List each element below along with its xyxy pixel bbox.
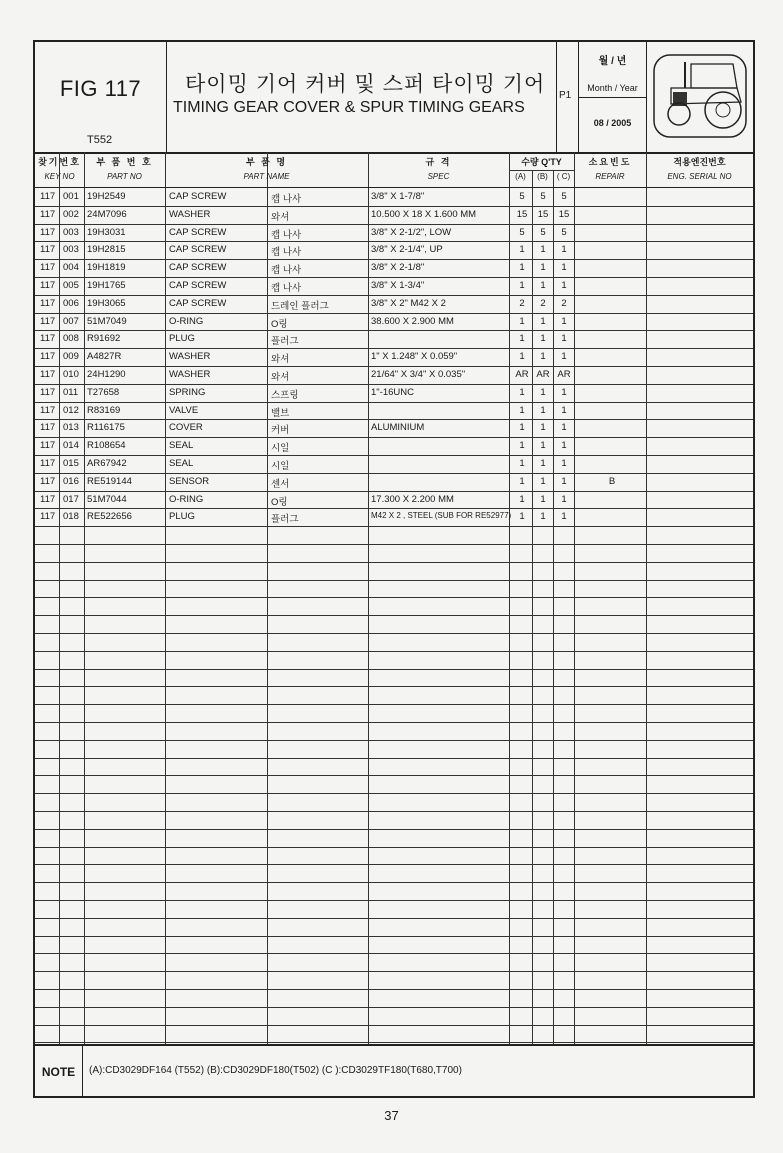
qty-a: 5: [519, 226, 525, 238]
part-name: O-RING: [169, 493, 204, 505]
part-number: RE522656: [87, 511, 132, 523]
qty-a: 2: [519, 297, 525, 309]
row-line: [35, 847, 753, 848]
fig-number: 117: [40, 315, 56, 327]
header-part-ko: 부 품 번 호: [96, 157, 153, 167]
part-number: 19H3065: [87, 297, 126, 309]
header-qty-a: (A): [515, 172, 526, 181]
part-number: RE519144: [87, 475, 132, 487]
key-number: 013: [63, 422, 79, 434]
qty-b: 1: [540, 475, 546, 487]
fig-number: 117: [40, 369, 56, 380]
qty-a: 1: [519, 440, 525, 452]
qty-c: 1: [561, 333, 567, 345]
key-number: 009: [63, 351, 79, 363]
key-number: 004: [63, 262, 79, 274]
qty-c: 5: [561, 191, 567, 202]
row-line: [35, 562, 753, 563]
part-name-korean: 캡 나사: [271, 194, 302, 205]
table-row: [35, 313, 753, 331]
qty-a: 1: [519, 262, 525, 274]
parts-sheet: [33, 40, 755, 1098]
header-part-en: PART NO: [107, 172, 142, 181]
row-line: [35, 882, 753, 883]
qty-a: 1: [519, 511, 525, 523]
key-number: 008: [63, 333, 79, 345]
part-name-korean: 와셔: [271, 372, 290, 383]
part-number: R83169: [87, 404, 121, 416]
part-name-korean: O링: [271, 496, 288, 508]
table-row: [35, 224, 753, 242]
part-name: WASHER: [169, 351, 211, 363]
qty-c: 1: [561, 493, 567, 505]
part-number: 51M7049: [87, 315, 127, 327]
qty-b: AR: [536, 369, 550, 380]
row-line: [35, 1007, 753, 1008]
part-name-korean: 캡 나사: [271, 265, 302, 277]
spec: 3/8" X 1-3/4": [371, 280, 425, 291]
header-eng-en: ENG. SERIAL NO: [667, 172, 732, 181]
row-line: [35, 580, 753, 581]
key-number: 018: [63, 511, 79, 523]
qty-a: 1: [519, 404, 525, 416]
part-name: SPRING: [169, 386, 206, 398]
row-line: [35, 740, 753, 741]
part-name-korean: 캡 나사: [271, 283, 302, 294]
row-line: [35, 669, 753, 670]
figure-cell: [35, 42, 167, 152]
header-key-ko: 찾기번호: [38, 157, 81, 167]
qty-c: 1: [561, 351, 567, 363]
part-name-korean: 플러그: [271, 514, 299, 526]
fig-number: 117: [40, 386, 56, 398]
qty-c: 5: [561, 226, 567, 238]
table-row: [35, 241, 753, 259]
part-name-korean: 플러그: [271, 336, 299, 348]
table-row: [35, 259, 753, 277]
qty-b: 5: [540, 191, 546, 202]
part-name: SENSOR: [169, 475, 210, 487]
table-row: [35, 437, 753, 455]
spec: 3/8" X 2-1/8": [371, 262, 425, 274]
qty-a: 1: [519, 475, 525, 487]
row-line: [35, 633, 753, 634]
row-line: [35, 864, 753, 865]
title-cell: [167, 42, 557, 152]
row-line: [35, 597, 753, 598]
part-name: WASHER: [169, 369, 211, 380]
part-number: 24H1290: [87, 369, 126, 380]
row-line: [35, 918, 753, 919]
qty-a: 15: [516, 208, 528, 220]
title-english: TIMING GEAR COVER & SPUR TIMING GEARS: [173, 99, 525, 116]
qty-b: 1: [540, 244, 546, 256]
qty-b: 5: [540, 226, 546, 238]
date-divider: [579, 97, 646, 98]
row-line: [35, 953, 753, 954]
spec: 21/64" X 3/4" X 0.035": [371, 369, 466, 380]
qty-b: 15: [537, 208, 549, 220]
qty-a: 1: [519, 280, 525, 291]
fig-number: 117: [40, 458, 56, 469]
fig-number: 117: [40, 208, 56, 220]
fig-number: 117: [40, 280, 56, 291]
qty-subheader-line: [509, 170, 574, 171]
table-row: [35, 366, 753, 384]
row-line: [35, 615, 753, 616]
qty-a: 1: [519, 244, 525, 256]
part-name: CAP SCREW: [169, 280, 227, 291]
qty-b: 1: [540, 333, 546, 345]
part-name: CAP SCREW: [169, 297, 227, 309]
row-line: [35, 722, 753, 723]
fig-number: 117: [40, 511, 56, 523]
row-line: [35, 775, 753, 776]
tractor-icon: [651, 52, 749, 140]
header-key-en: KEY NO: [44, 172, 75, 181]
header-repair-ko: 소요빈도: [588, 157, 632, 167]
table-row: [35, 384, 753, 402]
qty-a: 1: [519, 333, 525, 345]
part-name: VALVE: [169, 404, 199, 416]
row-line: [35, 989, 753, 990]
note-section: [35, 1044, 753, 1098]
qty-a: 5: [519, 191, 525, 202]
qty-c: 1: [561, 511, 567, 523]
table-row: [35, 508, 753, 526]
part-name: SEAL: [169, 458, 194, 469]
date-cell: [579, 42, 647, 152]
part-name-korean: 커버: [271, 425, 290, 437]
fig-number: 117: [40, 404, 56, 416]
sheet-header: [35, 42, 753, 154]
page-label: P1: [559, 90, 572, 101]
qty-c: 1: [561, 244, 567, 256]
table-row: [35, 330, 753, 348]
key-number: 012: [63, 404, 79, 416]
table-row: [35, 188, 753, 206]
table-row: [35, 206, 753, 224]
part-number: R91692: [87, 333, 121, 345]
header-spec-ko: 규 격: [425, 157, 452, 167]
part-number: 19H1819: [87, 262, 126, 274]
page-cell: [557, 42, 579, 152]
qty-c: 1: [561, 440, 567, 452]
table-row: [35, 455, 753, 473]
note-text: (A):CD3029DF164 (T552) (B):CD3029DF180(T502) (C ):CD3029TF180(T680,T700): [89, 1065, 462, 1076]
qty-c: 1: [561, 386, 567, 398]
part-name: PLUG: [169, 333, 195, 345]
part-name: SEAL: [169, 440, 194, 452]
qty-a: 1: [519, 422, 525, 434]
key-number: 006: [63, 297, 79, 309]
qty-b: 1: [540, 458, 546, 469]
part-name-korean: 스프링: [271, 389, 299, 401]
key-number: 003: [63, 244, 79, 256]
key-number: 011: [63, 386, 79, 398]
key-number: 001: [63, 191, 79, 202]
spec: M42 X 2 , STEEL (SUB FOR RE52977): [371, 511, 512, 521]
row-line: [35, 758, 753, 759]
part-name-korean: 와셔: [271, 211, 290, 223]
part-name-korean: 캡 나사: [271, 247, 302, 259]
qty-c: 1: [561, 422, 567, 434]
qty-c: 1: [561, 262, 567, 274]
row-line: [35, 971, 753, 972]
qty-c: 15: [558, 208, 570, 220]
spec: 38.600 X 2.900 MM: [371, 315, 454, 327]
part-number: A4827R: [87, 351, 122, 363]
row-line: [35, 704, 753, 705]
tractor-cell: [647, 42, 753, 152]
header-name-en: PART NAME: [243, 172, 290, 181]
fig-number: 117: [40, 333, 56, 345]
fig-number: 117: [40, 440, 56, 452]
key-number: 016: [63, 475, 79, 487]
row-line: [35, 936, 753, 937]
qty-c: 2: [561, 297, 567, 309]
qty-c: 1: [561, 458, 567, 469]
table-row: [35, 402, 753, 420]
part-name-korean: 시일: [271, 443, 290, 455]
qty-b: 2: [540, 297, 546, 309]
qty-a: 1: [519, 351, 525, 363]
qty-c: 1: [561, 280, 567, 291]
header-name-ko: 부 품 명: [245, 157, 288, 167]
row-line: [35, 686, 753, 687]
table-row: [35, 419, 753, 437]
qty-a: 1: [519, 458, 525, 469]
table-row: [35, 295, 753, 313]
part-name-korean: 센서: [271, 478, 290, 490]
part-number: T27658: [87, 386, 120, 398]
qty-c: AR: [557, 369, 571, 380]
fig-number: 117: [40, 422, 56, 434]
header-qty-b: (B): [537, 172, 548, 181]
qty-a: 1: [519, 493, 525, 505]
qty-b: 1: [540, 422, 546, 434]
qty-b: 1: [540, 315, 546, 327]
title-korean: 타이밍 기어 커버 및 스퍼 타이밍 기어: [185, 73, 546, 96]
table-row: [35, 277, 753, 295]
part-number: 19H2815: [87, 244, 126, 256]
part-number: AR67942: [87, 458, 127, 469]
part-name: CAP SCREW: [169, 226, 227, 238]
part-name-korean: O링: [271, 318, 288, 330]
row-line: [35, 811, 753, 812]
date-value: 08 / 2005: [593, 118, 632, 128]
fig-number: 117: [40, 297, 56, 309]
repair-code: B: [608, 475, 616, 487]
model-label: T552: [87, 134, 113, 146]
row-line: [35, 829, 753, 830]
spec: 3/8" X 2-1/4", UP: [371, 244, 443, 256]
header-eng-ko: 적용엔진번호: [673, 157, 726, 167]
fig-number: 117: [40, 262, 56, 274]
part-number: 19H2549: [87, 191, 126, 202]
part-name: PLUG: [169, 511, 195, 523]
part-name-korean: 캡 나사: [271, 229, 302, 241]
key-number: 005: [63, 280, 79, 291]
part-name: O-RING: [169, 315, 204, 327]
spec: 3/8" X 1-7/8": [371, 191, 425, 202]
qty-c: 1: [561, 475, 567, 487]
parts-table: [35, 152, 753, 1044]
qty-b: 1: [540, 511, 546, 523]
part-name: CAP SCREW: [169, 244, 227, 256]
qty-c: 1: [561, 315, 567, 327]
part-number: 51M7044: [87, 493, 127, 505]
row-line: [35, 651, 753, 652]
spec: 3/8" X 2" M42 X 2: [371, 297, 446, 309]
row-line: [35, 1025, 753, 1026]
fig-number: 117: [40, 493, 56, 505]
key-number: 002: [63, 208, 79, 220]
qty-b: 1: [540, 262, 546, 274]
qty-b: 1: [540, 351, 546, 363]
part-number: 19H1765: [87, 280, 126, 291]
qty-b: 1: [540, 280, 546, 291]
fig-number: 117: [40, 226, 56, 238]
part-name-korean: 밸브: [271, 407, 290, 419]
qty-a: AR: [515, 369, 529, 380]
key-number: 010: [63, 369, 79, 380]
spec: ALUMINIUM: [371, 422, 425, 434]
key-number: 017: [63, 493, 79, 505]
qty-a: 1: [519, 315, 525, 327]
qty-b: 1: [540, 386, 546, 398]
qty-a: 1: [519, 386, 525, 398]
table-row: [35, 491, 753, 509]
key-number: 015: [63, 458, 79, 469]
part-name: WASHER: [169, 208, 211, 220]
spec: 3/8" X 2-1/2", LOW: [371, 226, 452, 238]
row-line: [35, 793, 753, 794]
fig-number: 117: [40, 351, 56, 363]
header-spec-en: SPEC: [427, 172, 450, 181]
part-number: R108654: [87, 440, 126, 452]
fig-number: 117: [40, 475, 56, 487]
part-name-korean: 드레인 플러그: [271, 300, 329, 312]
header-qty-c: ( C): [556, 172, 571, 181]
part-number: 24M7096: [87, 208, 127, 220]
table-row: [35, 473, 753, 491]
key-number: 003: [63, 226, 79, 238]
fig-number: 117: [40, 191, 56, 202]
date-label-korean: 월 / 년: [598, 56, 627, 67]
spec: 1" X 1.248" X 0.059": [371, 351, 458, 363]
figure-label: FIG 117: [59, 76, 142, 101]
part-name: CAP SCREW: [169, 262, 227, 274]
qty-b: 1: [540, 440, 546, 452]
spec: 1"-16UNC: [371, 386, 414, 398]
part-number: R116175: [87, 422, 125, 434]
spec: 10.500 X 18 X 1.600 MM: [371, 208, 477, 220]
row-line: [35, 544, 753, 545]
page-number: 37: [384, 1108, 399, 1123]
qty-b: 1: [540, 493, 546, 505]
date-label-english: Month / Year: [587, 83, 638, 93]
part-name-korean: 와셔: [271, 354, 290, 366]
part-name-korean: 시일: [271, 461, 290, 472]
note-label: NOTE: [35, 1046, 83, 1098]
key-number: 014: [63, 440, 79, 452]
key-number: 007: [63, 315, 79, 327]
qty-b: 1: [540, 404, 546, 416]
spec: 17.300 X 2.200 MM: [371, 493, 454, 505]
table-row: [35, 348, 753, 366]
fig-number: 117: [40, 244, 56, 256]
header-repair-en: REPAIR: [595, 172, 625, 181]
qty-c: 1: [561, 404, 567, 416]
part-number: 19H3031: [87, 226, 126, 238]
header-qty-ko: 수량 Q'TY: [521, 157, 562, 167]
part-name: COVER: [169, 422, 203, 434]
part-name: CAP SCREW: [169, 191, 227, 202]
row-line: [35, 900, 753, 901]
